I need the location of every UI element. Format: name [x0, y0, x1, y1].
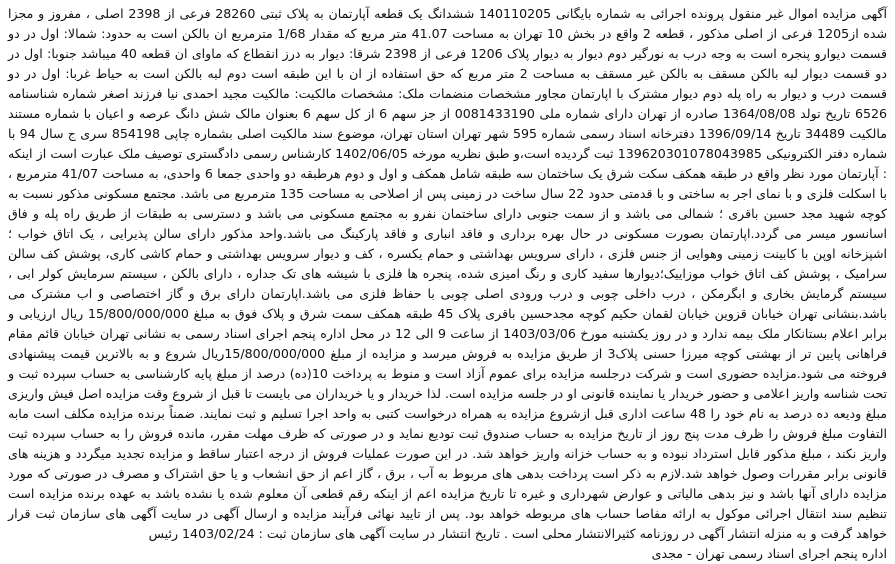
- notice-body: آگهی مزایده اموال غیر منقول پرونده اجرائی به شماره بایگانی 140110205 ششدانگ یک قطعه آپارتمان به پلاک ثبتی 28260 فرعی از 2398 اصلی ، مفروز و مجزا شده از1205 فرعی از اصلی مذکور ، قطعه 2 واقع در بخش 10 تهران به مساحت 41.07 متر مربع که مقدار 1/68 مترمربع ان بالکن است به حدود: شمالا: اول در دو قسمت دیوارو پنجره است به وجه درب به نورگیر دوم دیوار به دیوار پلاک 1206 فرعی از 2398 شرقا: دیوار به درز انقطاع که ماوای ان قطعه 40 میباشد جنوبا: اول در دو قسمت دیوار لبه بالکن مسقف به بالکن غیر مسقف به مساحت 2 متر مربع که حق استفاده از ان با این طبقه است دوم لبه بالکن است به حیاط غربا: اول در دو قسمت درب و دیوار به راه پله دوم دیوار مشترک با اپارتمان مجاور مشخصات منضمات ملک: مشخصات مالکیت: مالکیت مجید احمدی نیا فرزند اصغر شماره شناسنامه 6526 تاریخ تولد 1364/08/08 صادره از تهران دارای شماره ملی 0081433190 از جز سهم 6 از کل سهم 6 بعنوان مالک شش دانگ عرصه و اعیان با شماره مستند مالکیت 34489 تاریخ 1396/09/14 دفترخانه اسناد رسمی شماره 595 شهر تهران استان تهران، موضوع سند مالکیت اصلی بشماره چاپی 854198 سری ج سال 94 با شماره دفتر الکترونیکی 139620301078043985 ثبت گردیده است،و طبق نظریه مورخه 1402/06/05 کارشناس رسمی دادگستری توصیف ملک عبارت است از اینکه : آپارتمان مورد نظر واقع در طبقه همکف سکت شرق یک ساختمان سه طبقه شامل همکف و اول و دوم هرطبقه دو واحدی جمعا 6 واحدی، به مساحت 41/07 مترمربع ، با اسکلت فلزی و با نمای اجر به ساختی و با قدمتی حدود 22 سال ساخت در زمینی پس از اصلاحی به مساحت 135 مترمربع می باشد. مجتمع مسکونی مذکور نسبت به کوچه شهید مجد حسین باقری ؛ شمالی می باشد و از سمت جنوبی دارای ساختمان نفرو به مجتمع مسکونی می باشد و دسترسی به طبقات از طریق راه پله و فاق اسانسور میسر می گردد.اپارتمان بصورت مسکونی در حال بهره برداری و فاقد انباری و فاقد پارکینگ می باشد.واحد مذکور دارای سالن پذیرایی ، یک اتاق خواب ؛ اشپزخانه اوپن با کابینت زمینی وهوایی از جنس فلزی ، دارای سرویس بهداشتی و حمام یکسره ، کف و دیوار سرویس بهداشتی و حمام کاشی کاری، پوشش کف سالن سرامیک ، پوشش کف اتاق خواب موزاییک؛دیوارها سفید کاری و رنگ امیزی شده، پنجره ها فلزی با شیشه های تک جداره ، دارای بالکن ، سیستم سرمایش کولر ابی ، سیستم گرمایش بخاری و ابگرمکن ، درب داخلی چوبی و درب ورودی اصلی چوبی با حفاظ فلزی می باشد.اپارتمان دارای برق و گاز اختصاصی و اب مشترک می باشد.بنشانی تهران خیابان قزوین خیابان لقمان حکیم کوچه مجدحسین باقری پلاک 45 طبقه همکف سمت شرق و پلاک فوق به مبلغ 15/800/000/000 ریال ارزیابی و برابر اعلام بستانکار ملک بیمه ندارد و در روز یکشنبه مورخ 1403/03/06 از ساعت 9 الی 12 در محل اداره پنجم اجرای اسناد رسمی به نشانی تهران خیابان قائم مقام فراهانی پایین تر از بهشتی کوچه میرزا حسنی پلاک3 از طریق مزایده به فروش میرسد و مزایده از مبلغ 15/800/000/000ریال شروع و به بالاترین قیمت پیشنهادی فروخته می شود.مزایده حضوری است و شرکت درجلسه مزایده برای عموم آزاد است و منوط به پرداخت 10(ده) درصد از مبلغ پایه کارشناسی به حساب سپرده ثبت و تحت شناسه واریز اعلامی و حضور خریدار یا نماینده قانونی او در جلسه مزایده است. لذا خریدار و یا خریداران می بایست تا قبل از شروع وقت مزایده اصل فیش واریزی مبلغ ودیعه ده درصد به نام خود را 48 ساعت اداری قبل ازشروع مزایده به همراه درخواست کتبی به واحد اجرا تسلیم و ثبت نمایند. ضمناً برنده مزایده مکلف است مابه التفاوت مبلغ فروش را ظرف مدت پنج روز از تاریخ مزایده به حساب صندوق ثبت تودیع نماید و در صورتی که ظرف مهلت مقرر، مانده فروش را به حساب سپرده ثبت واریز نکند ، مبلغ مذکور قابل استرداد نبوده و به حساب خزانه واریز خواهد شد. در این صورت عملیات فروش از درجه اعتبار ساقط و مزایده تجدید میگردد و هزینه های قانونی برابر مقررات وصول خواهد شد.لازم به ذکر است پرداخت بدهی های مربوط به آب ، برق ، گاز اعم از حق انشعاب و یا حق اشتراک و مصرف در صورتی که مورد مزایده دارای آنها باشد و نیز بدهی مالیاتی و عوارض شهرداری و غیره تا تاریخ مزایده اعم از اینکه رقم قطعی آن معلوم شده یا نشده باشد به عهده برنده مزایده است تنظیم سند انتقال اجرائی موکول به ارائه مفاصا حساب های مربوطه خواهد بود. پس از تایید نهائی فرآیند مزایده و ارسال آگهی در سایت آگهی های سازمان ثبت قرار خواهد گرفت و به منزله انتشار آگهی در روزنامه کثیرالانتشار محلی است . تاریخ انتشار در سایت آگهی های سازمان ثبت : 1403/02/24 رئیس: [8, 6, 888, 541]
- notice-signature: اداره پنجم اجرای اسناد رسمی تهران - مجدی: [651, 546, 887, 561]
